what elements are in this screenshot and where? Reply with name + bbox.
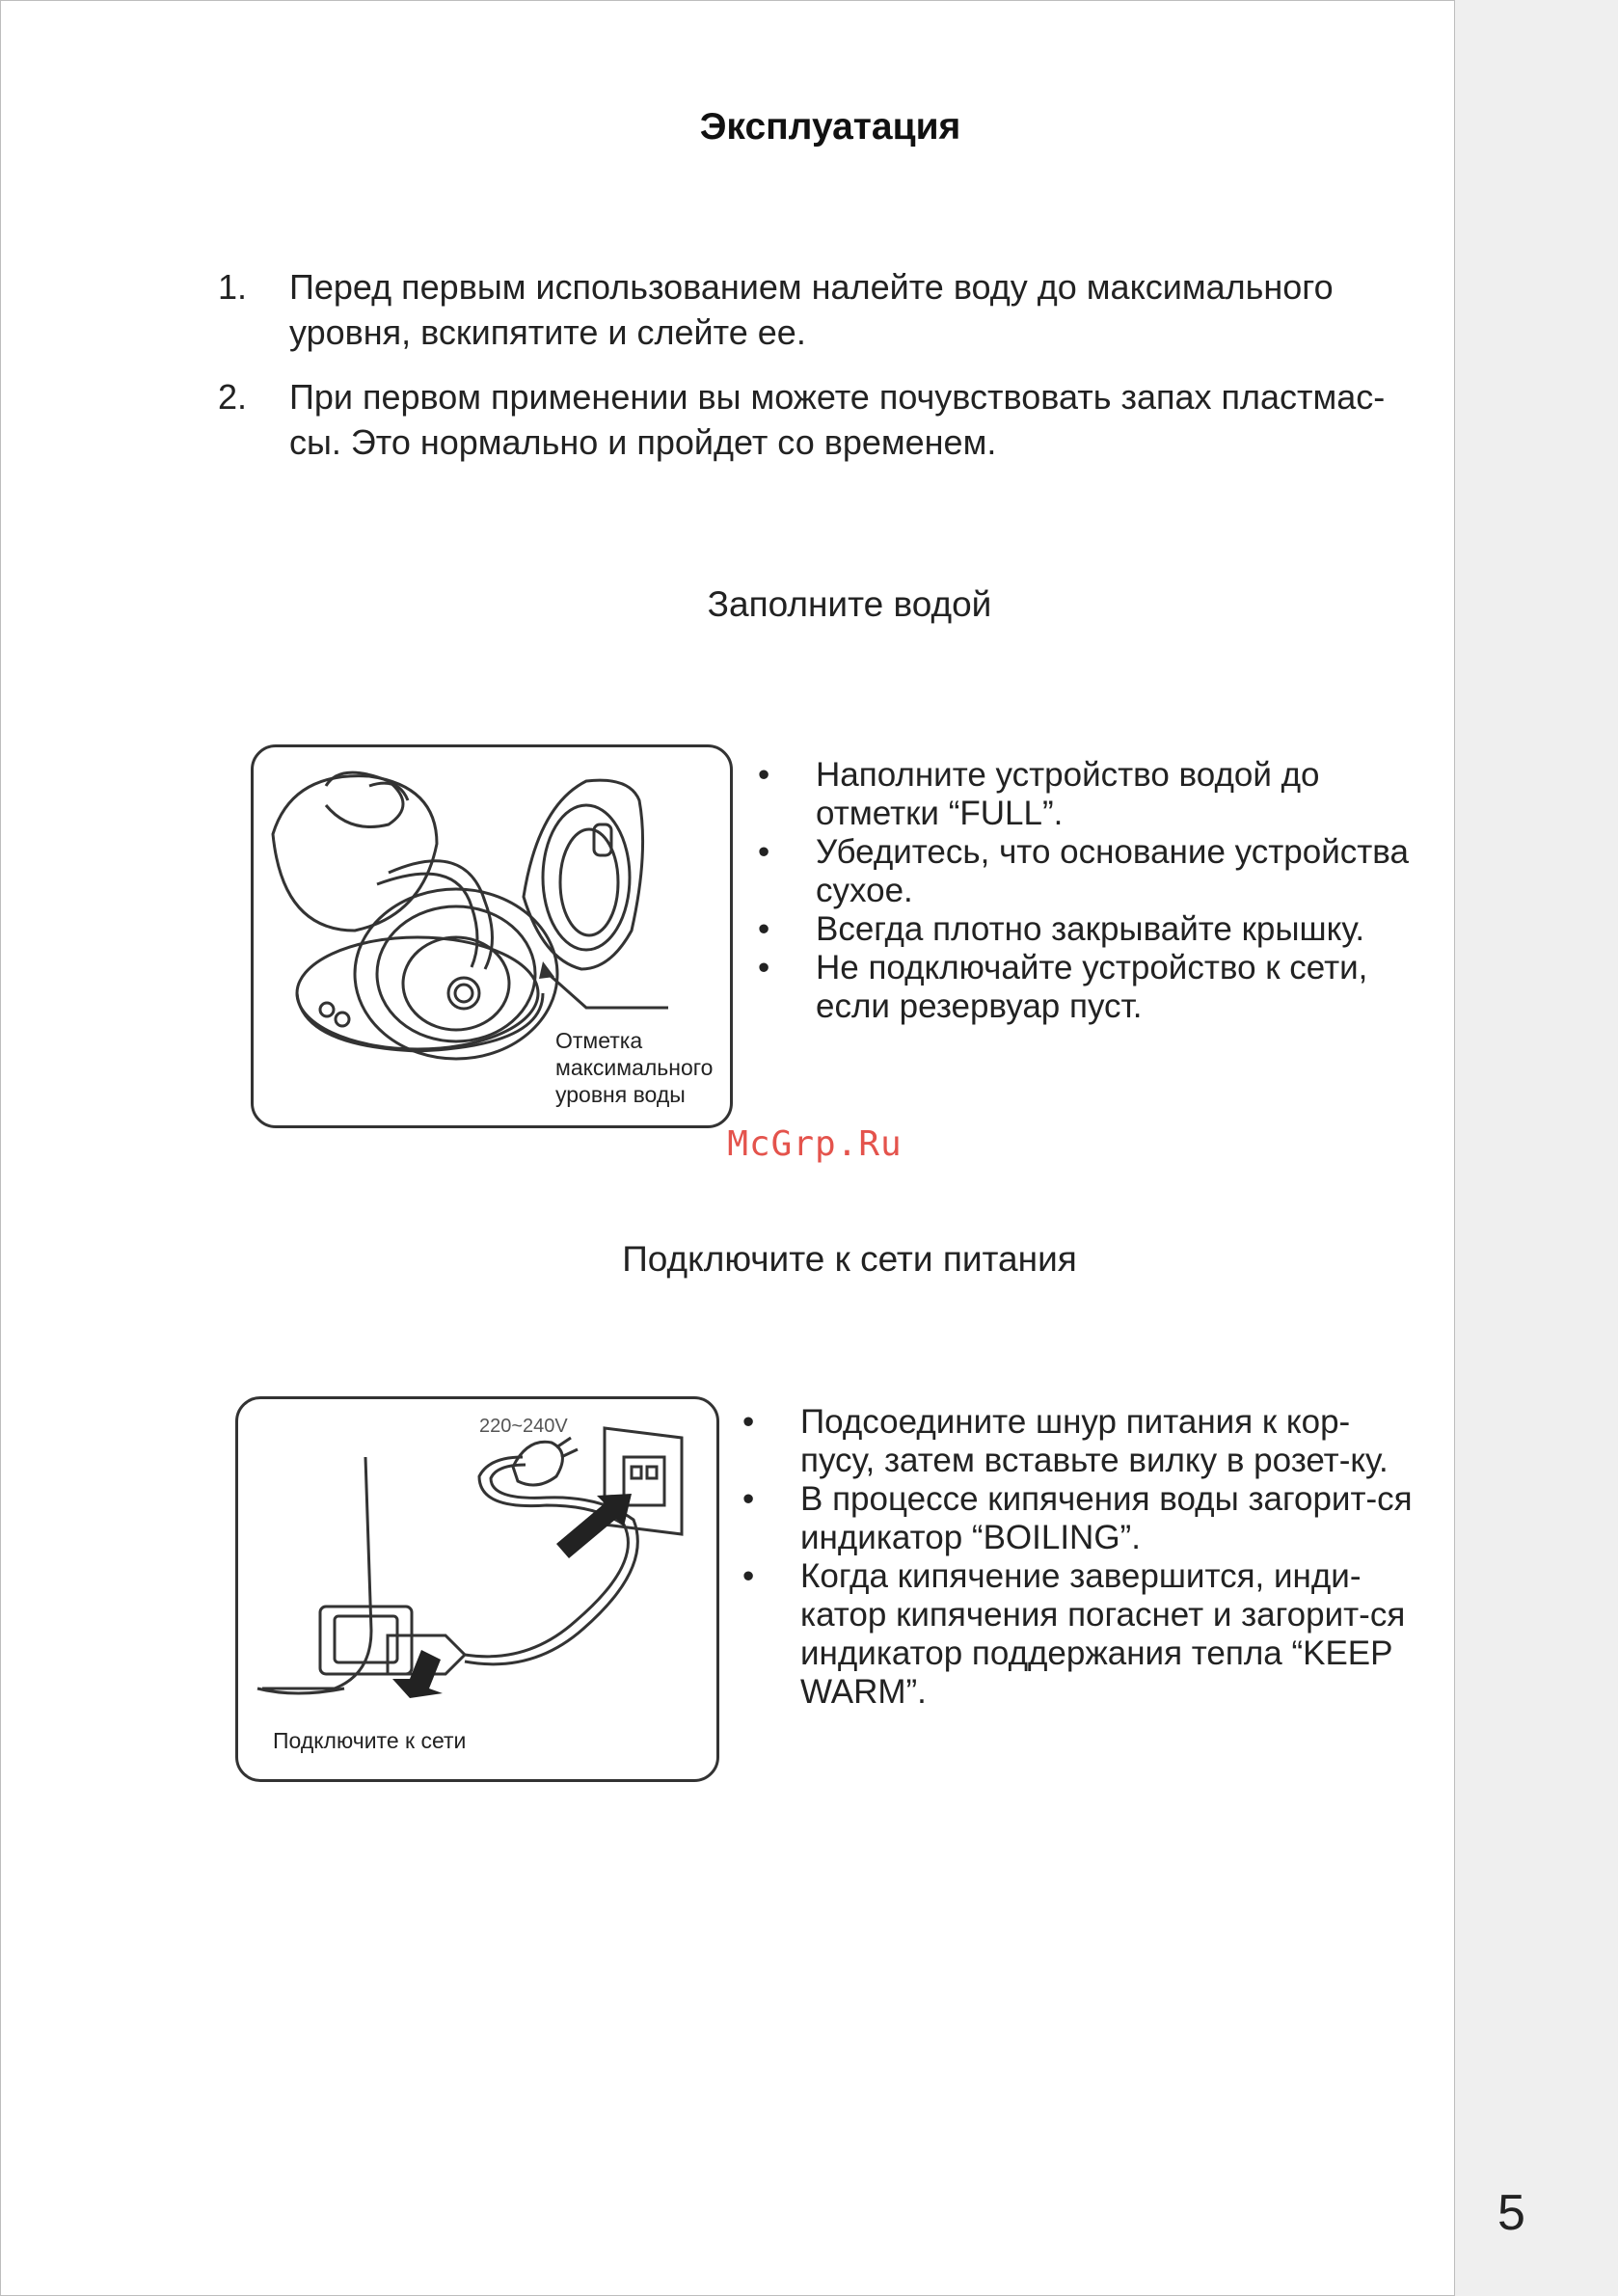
fill-heading: Заполните водой: [707, 584, 992, 624]
kettle-illustration: [251, 744, 733, 1128]
bullet-icon: •: [758, 949, 770, 986]
list-item: [758, 756, 1414, 833]
list-item-text: Всегда плотно закрывайте крышку.: [816, 910, 1365, 948]
bullet-icon: •: [742, 1403, 755, 1441]
step-text: Перед первым использованием налейте воду до максимального уровня, вскипятите и слейте ее.: [289, 267, 1334, 352]
list-item: [742, 1557, 1417, 1712]
list-item: [742, 1403, 1417, 1480]
list-item-text: Не подключайте устройство к сети, если резервуар пуст.: [816, 949, 1368, 1025]
list-item: [758, 833, 1414, 910]
watermark: McGrp.Ru: [727, 1124, 903, 1164]
list-item-text: Наполните устройство водой до отметки “FULL”.: [816, 756, 1320, 832]
voltage-label: 220~240V: [479, 1416, 568, 1437]
list-item: [758, 949, 1414, 1026]
bullet-icon: •: [758, 833, 770, 871]
power-heading: Подключите к сети питания: [622, 1239, 1077, 1279]
bullet-icon: •: [758, 910, 770, 948]
list-item-text: Когда кипячение завершится, инди-катор кипячения погаснет и загорит-ся индикатор поддержания тепла “KEEP WARM”.: [800, 1557, 1406, 1711]
callout-line: Отметка: [555, 1028, 643, 1053]
step-number: 1.: [218, 267, 248, 307]
fill-bullets: [758, 756, 1414, 1026]
callout-line: уровня воды: [555, 1082, 686, 1107]
step-item: [218, 374, 1414, 465]
plug-drawing-icon: [238, 1399, 716, 1779]
list-item-text: Убедитесь, что основание устройства сухое.: [816, 833, 1409, 909]
water-level-callout: [555, 1027, 713, 1108]
list-item-text: Подсоедините шнур питания к кор-пусу, затем вставьте вилку в розет-ку.: [800, 1403, 1389, 1479]
list-item: [742, 1480, 1417, 1557]
list-item: [758, 910, 1414, 949]
power-bullets: [742, 1403, 1417, 1712]
steps-list: [218, 264, 1414, 484]
list-item-text: В процессе кипячения воды загорит-ся индикатор “BOILING”.: [800, 1480, 1413, 1556]
bullet-icon: •: [742, 1480, 755, 1518]
bullet-icon: •: [742, 1557, 755, 1595]
bullet-icon: •: [758, 756, 770, 794]
step-item: [218, 264, 1414, 355]
step-number: 2.: [218, 377, 248, 417]
step-text: При первом применении вы можете почувствовать запах пластмас-сы. Это нормально и пройдет со временем.: [289, 377, 1386, 462]
page-title: Эксплуатация: [699, 106, 961, 148]
page-number: 5: [1497, 2185, 1525, 2241]
power-illustration: [235, 1396, 719, 1782]
connect-callout: Подключите к сети: [273, 1728, 467, 1753]
callout-line: максимального: [555, 1055, 714, 1080]
